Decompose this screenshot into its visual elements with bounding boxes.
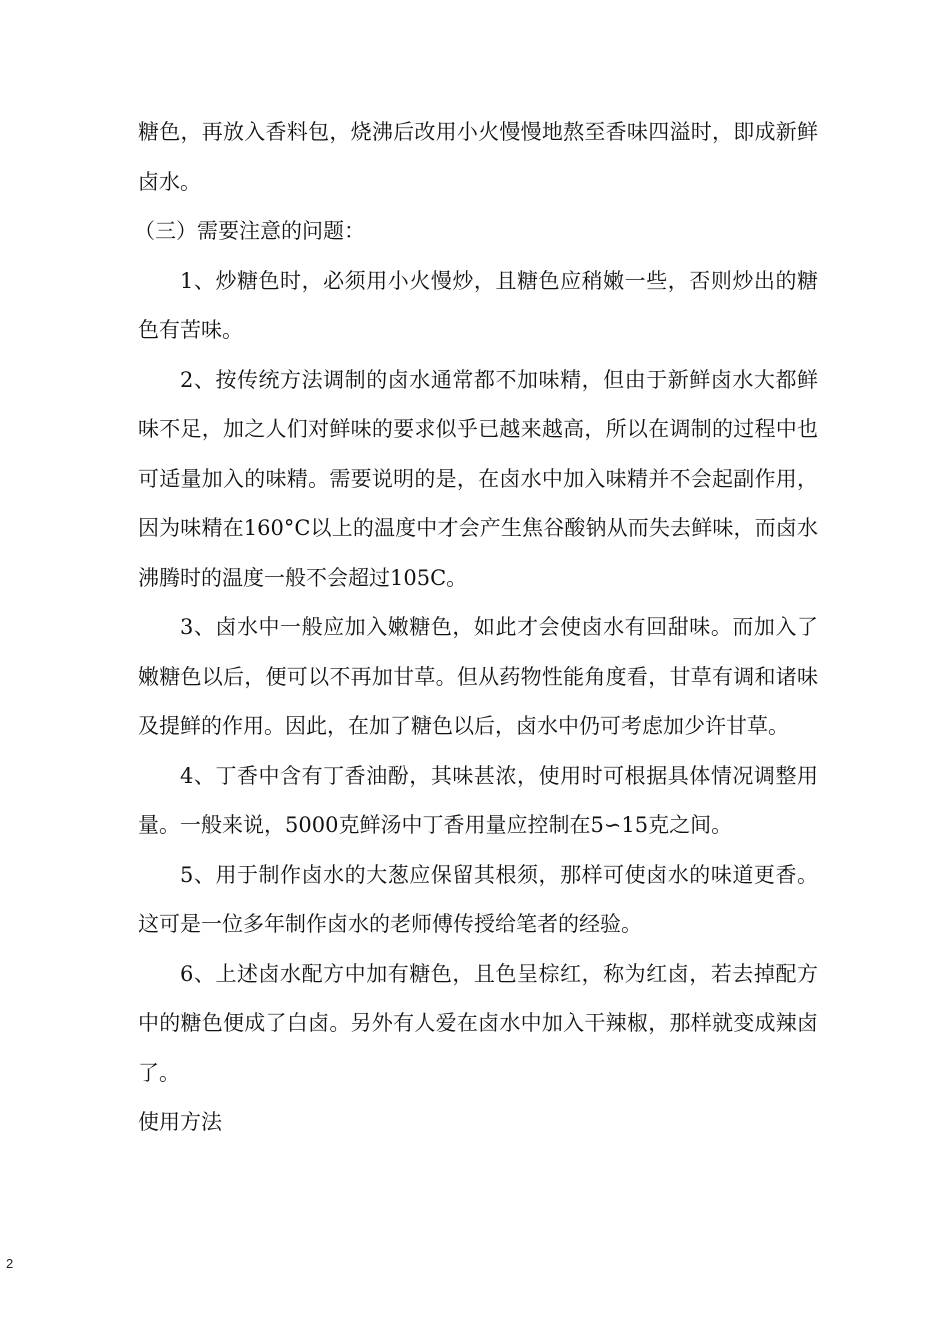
section-heading-notes: （三）需要注意的问题：: [134, 219, 365, 243]
note-item-2: 2、按传统方法调制的卤水通常都不加味精，但由于新鲜卤水大都鲜味不足，加之人们对鲜味的要求似乎已越来越高，所以在调制的过程中也可适量加入的味精。需要说明的是，在卤水中加入味精并不会起副作用，因为味精在160°C以上的温度中才会产生焦谷酸钠从而失去鲜味，而卤水沸腾时的温度一般不会超过105C。: [138, 367, 818, 590]
section-heading-usage: 使用方法: [138, 1110, 222, 1134]
note-item-1: 1、炒糖色时，必须用小火慢炒，且糖色应稍嫩一些，否则炒出的糖色有苦味。: [138, 268, 818, 342]
note-item-3: 3、卤水中一般应加入嫩糖色，如此才会使卤水有回甜味。而加入了嫩糖色以后，便可以不再加甘草。但从药物性能角度看，甘草有调和诸味及提鲜的作用。因此，在加了糖色以后，卤水中仍可考虑加少许甘草。: [138, 615, 818, 738]
note-item-4: 4、丁香中含有丁香油酚，其味甚浓，使用时可根据具体情况调整用量。一般来说，5000克鲜汤中丁香用量应控制在5∽15克之间。: [138, 763, 818, 837]
page-number: 2: [6, 1256, 14, 1271]
paragraph-continuation: 糖色，再放入香料包，烧沸后改用小火慢慢地熬至香味四溢时，即成新鲜卤水。: [138, 120, 818, 194]
note-item-5: 5、用于制作卤水的大葱应保留其根须，那样可使卤水的味道更香。这可是一位多年制作卤水的老师傅传授给笔者的经验。: [138, 862, 818, 936]
document-body: [134, 108, 818, 1148]
note-item-6: 6、上述卤水配方中加有糖色，且色呈棕红，称为红卤，若去掉配方中的糖色便成了白卤。另外有人爱在卤水中加入干辣椒，那样就变成辣卤了。: [138, 961, 818, 1085]
